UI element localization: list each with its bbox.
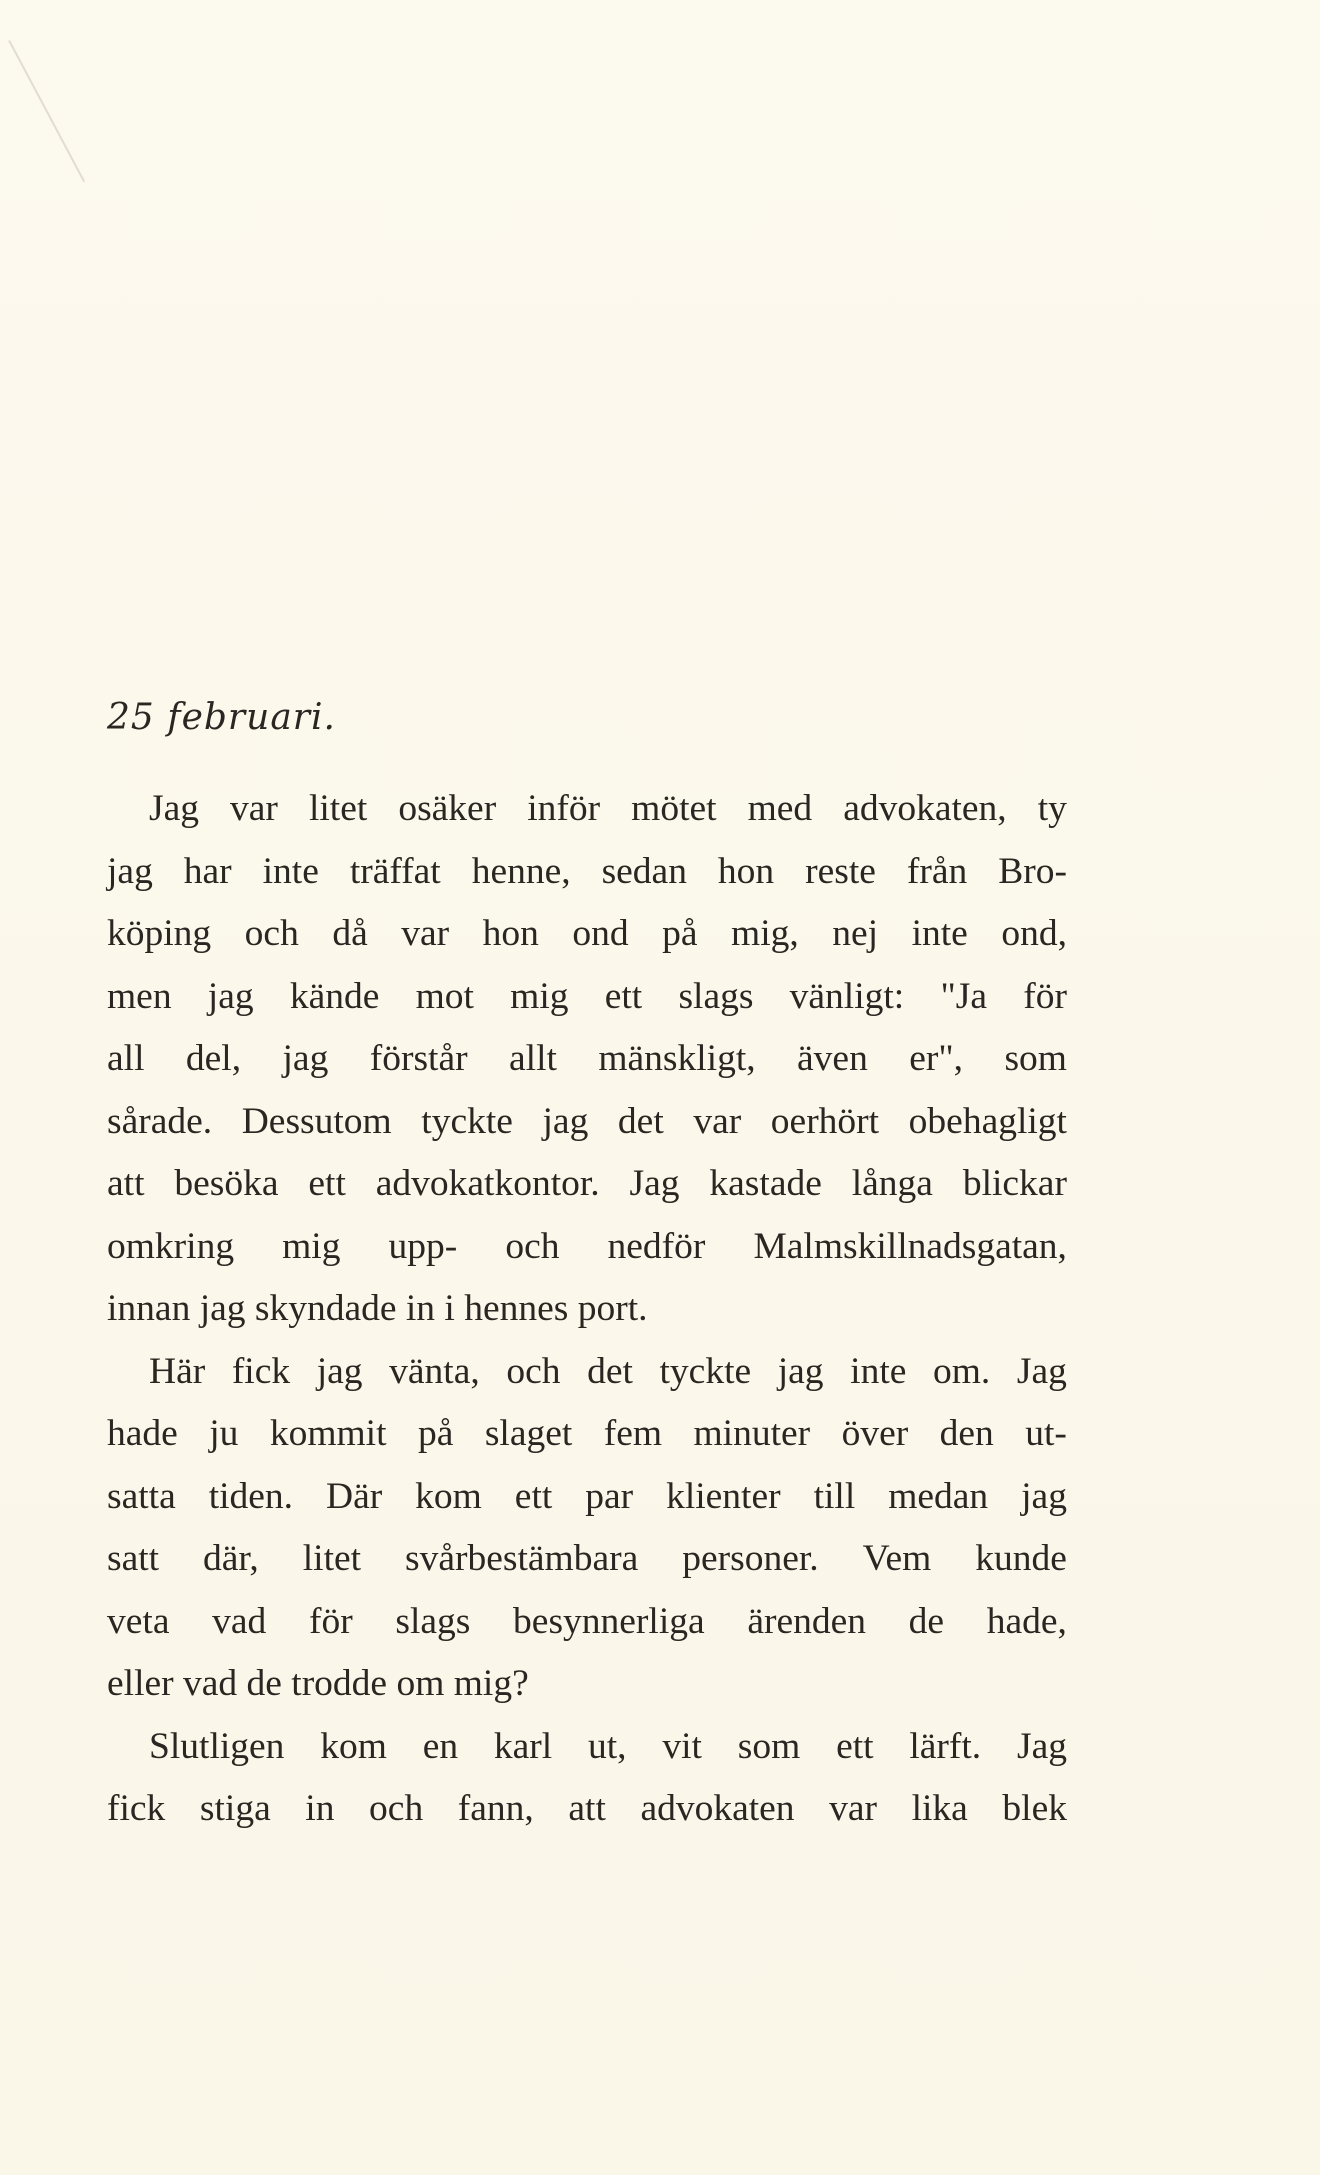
text-line: fick stiga in och fann, att advokaten var lika blek <box>107 1788 1067 1829</box>
text-line: hade ju kommit på slaget fem minuter över den ut- <box>107 1413 1067 1454</box>
text-line: Slutligen kom en karl ut, vit som ett lärft. Jag <box>149 1725 1067 1767</box>
text-line: Här fick jag vänta, och det tyckte jag inte om. Jag <box>149 1350 1067 1392</box>
text-line: att besöka ett advokatkontor. Jag kastade långa blickar <box>107 1163 1067 1204</box>
paper-crease <box>8 40 85 182</box>
text-line: köping och då var hon ond på mig, nej inte ond, <box>107 913 1067 954</box>
text-line: satt där, litet svårbestämbara personer. Vem kunde <box>107 1538 1067 1579</box>
text-line: Jag var litet osäker inför mötet med advokaten, ty <box>149 788 1067 829</box>
text-line: omkring mig upp- och nedför Malmskillnadsgatan, <box>107 1225 1067 1267</box>
date-heading: 25 februari. <box>107 697 336 738</box>
text-line: satta tiden. Där kom ett par klienter till medan jag <box>107 1475 1067 1517</box>
text-line: veta vad för slags besynnerliga ärenden de hade, <box>107 1600 1067 1642</box>
text-line: jag har inte träffat henne, sedan hon reste från Bro- <box>107 850 1067 892</box>
body-text <box>107 778 1067 1841</box>
text-line: all del, jag förstår allt mänskligt, även er", som <box>107 1038 1067 1079</box>
text-line: eller vad de trodde om mig? <box>107 1663 529 1704</box>
text-line: men jag kände mot mig ett slags vänligt: "Ja för <box>107 975 1067 1017</box>
text-line: sårade. Dessutom tyckte jag det var oerhört obehagligt <box>107 1100 1067 1142</box>
text-line: innan jag skyndade in i hennes port. <box>107 1288 648 1329</box>
